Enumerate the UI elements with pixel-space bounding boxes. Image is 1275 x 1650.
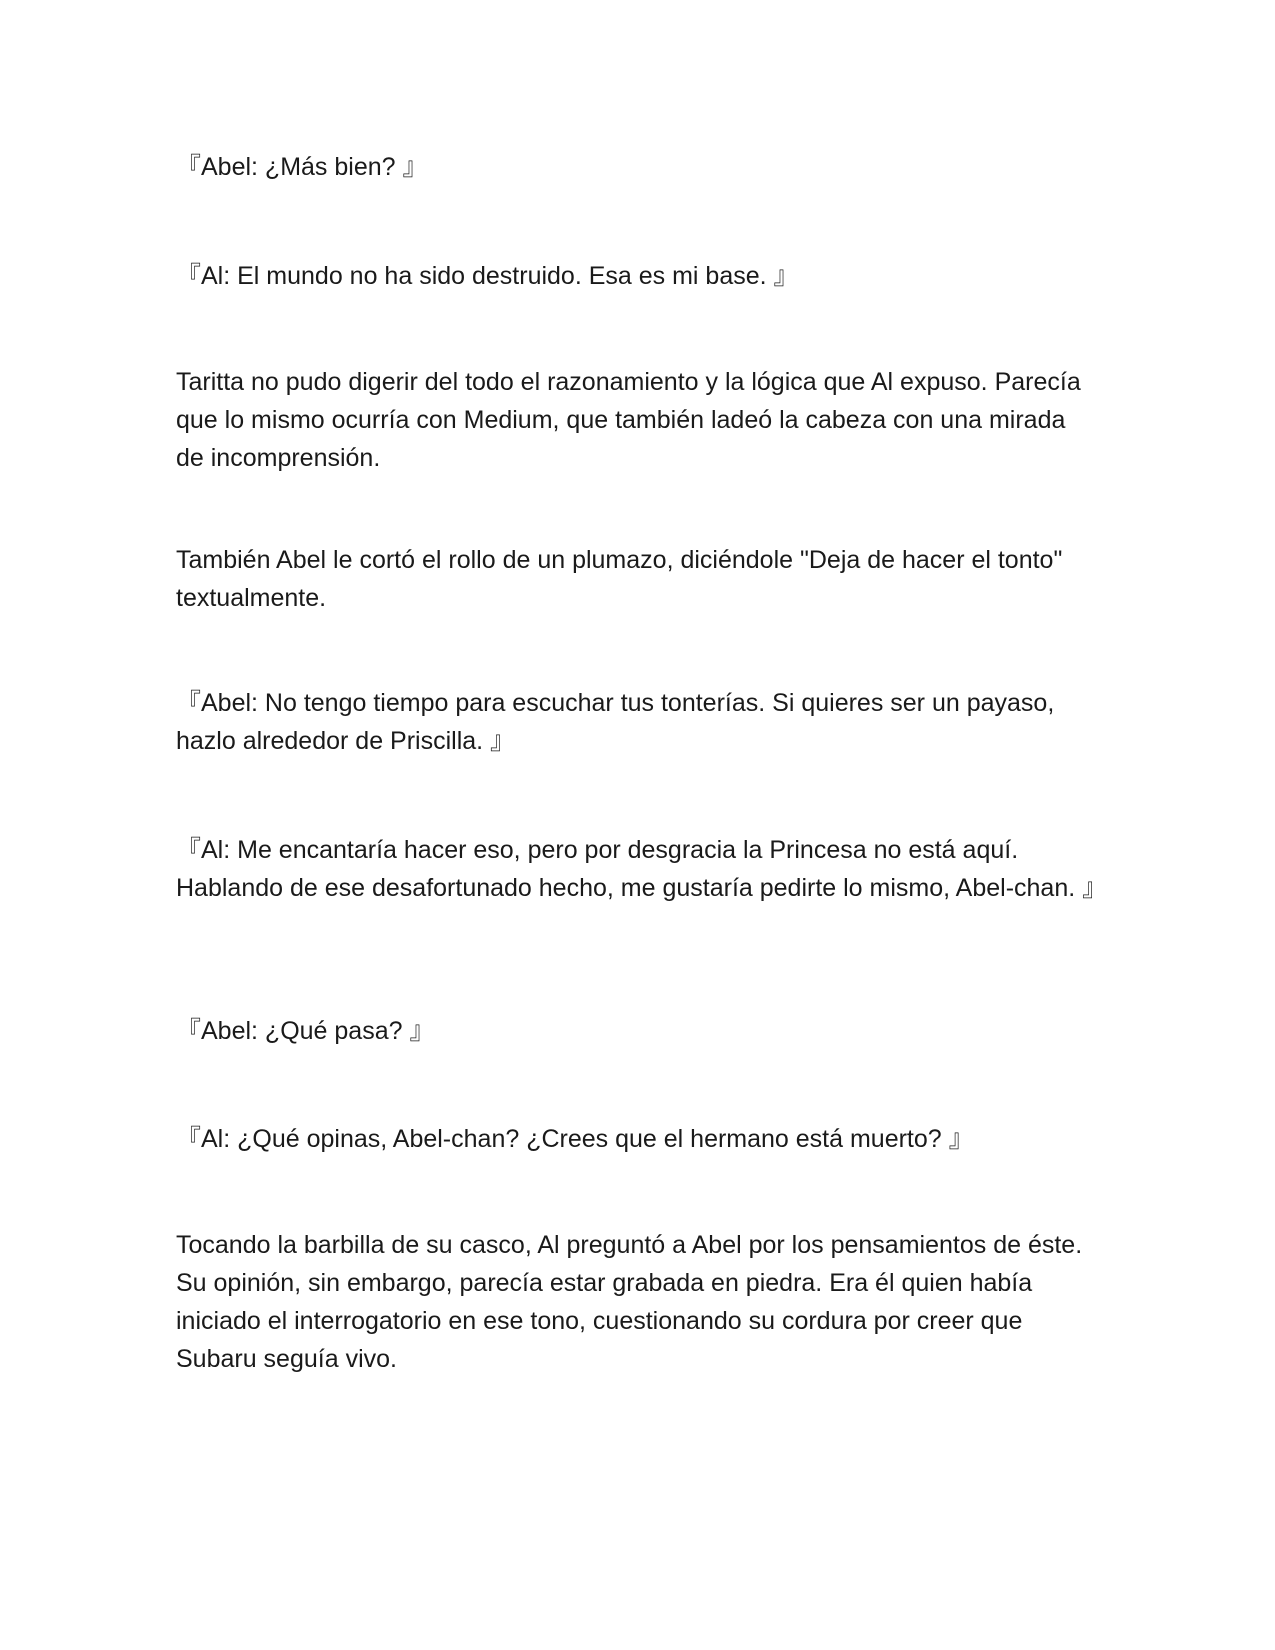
dialogue-line: 『Abel: ¿Más bien? 』 xyxy=(176,153,428,181)
dialogue-line: 『Abel: ¿Qué pasa? 』 xyxy=(176,1017,435,1045)
dialogue-line: 『Al: ¿Qué opinas, Abel-chan? ¿Crees que el hermano está muerto? 』 xyxy=(176,1125,974,1153)
dialogue-line: 『Abel: No tengo tiempo para escuchar tus tonterías. Si quieres ser un payaso, hazlo alrededor de Priscilla. 』 xyxy=(176,689,1055,755)
narrative-paragraph: También Abel le cortó el rollo de un plumazo, diciéndole "Deja de hacer el tonto" textualmente. xyxy=(176,546,1063,612)
narrative-paragraph: Taritta no pudo digerir del todo el razonamiento y la lógica que Al expuso. Parecía que lo mismo ocurría con Medium, que también ladeó la cabeza con una mirada de incomprensión. xyxy=(176,368,1081,472)
dialogue-line: 『Al: Me encantaría hacer eso, pero por desgracia la Princesa no está aquí. Hablando de ese desafortunado hecho, me gustaría pedirte lo mismo, Abel-chan. 』 xyxy=(176,836,1108,902)
dialogue-line: 『Al: El mundo no ha sido destruido. Esa es mi base. 』 xyxy=(176,262,799,290)
narrative-paragraph: Tocando la barbilla de su casco, Al preguntó a Abel por los pensamientos de éste. Su opinión, sin embargo, parecía estar grabada en piedra. Era él quien había iniciado el interrogatorio en ese tono, cuestionando su cordura por creer que Subaru seguía vivo. xyxy=(176,1231,1083,1373)
